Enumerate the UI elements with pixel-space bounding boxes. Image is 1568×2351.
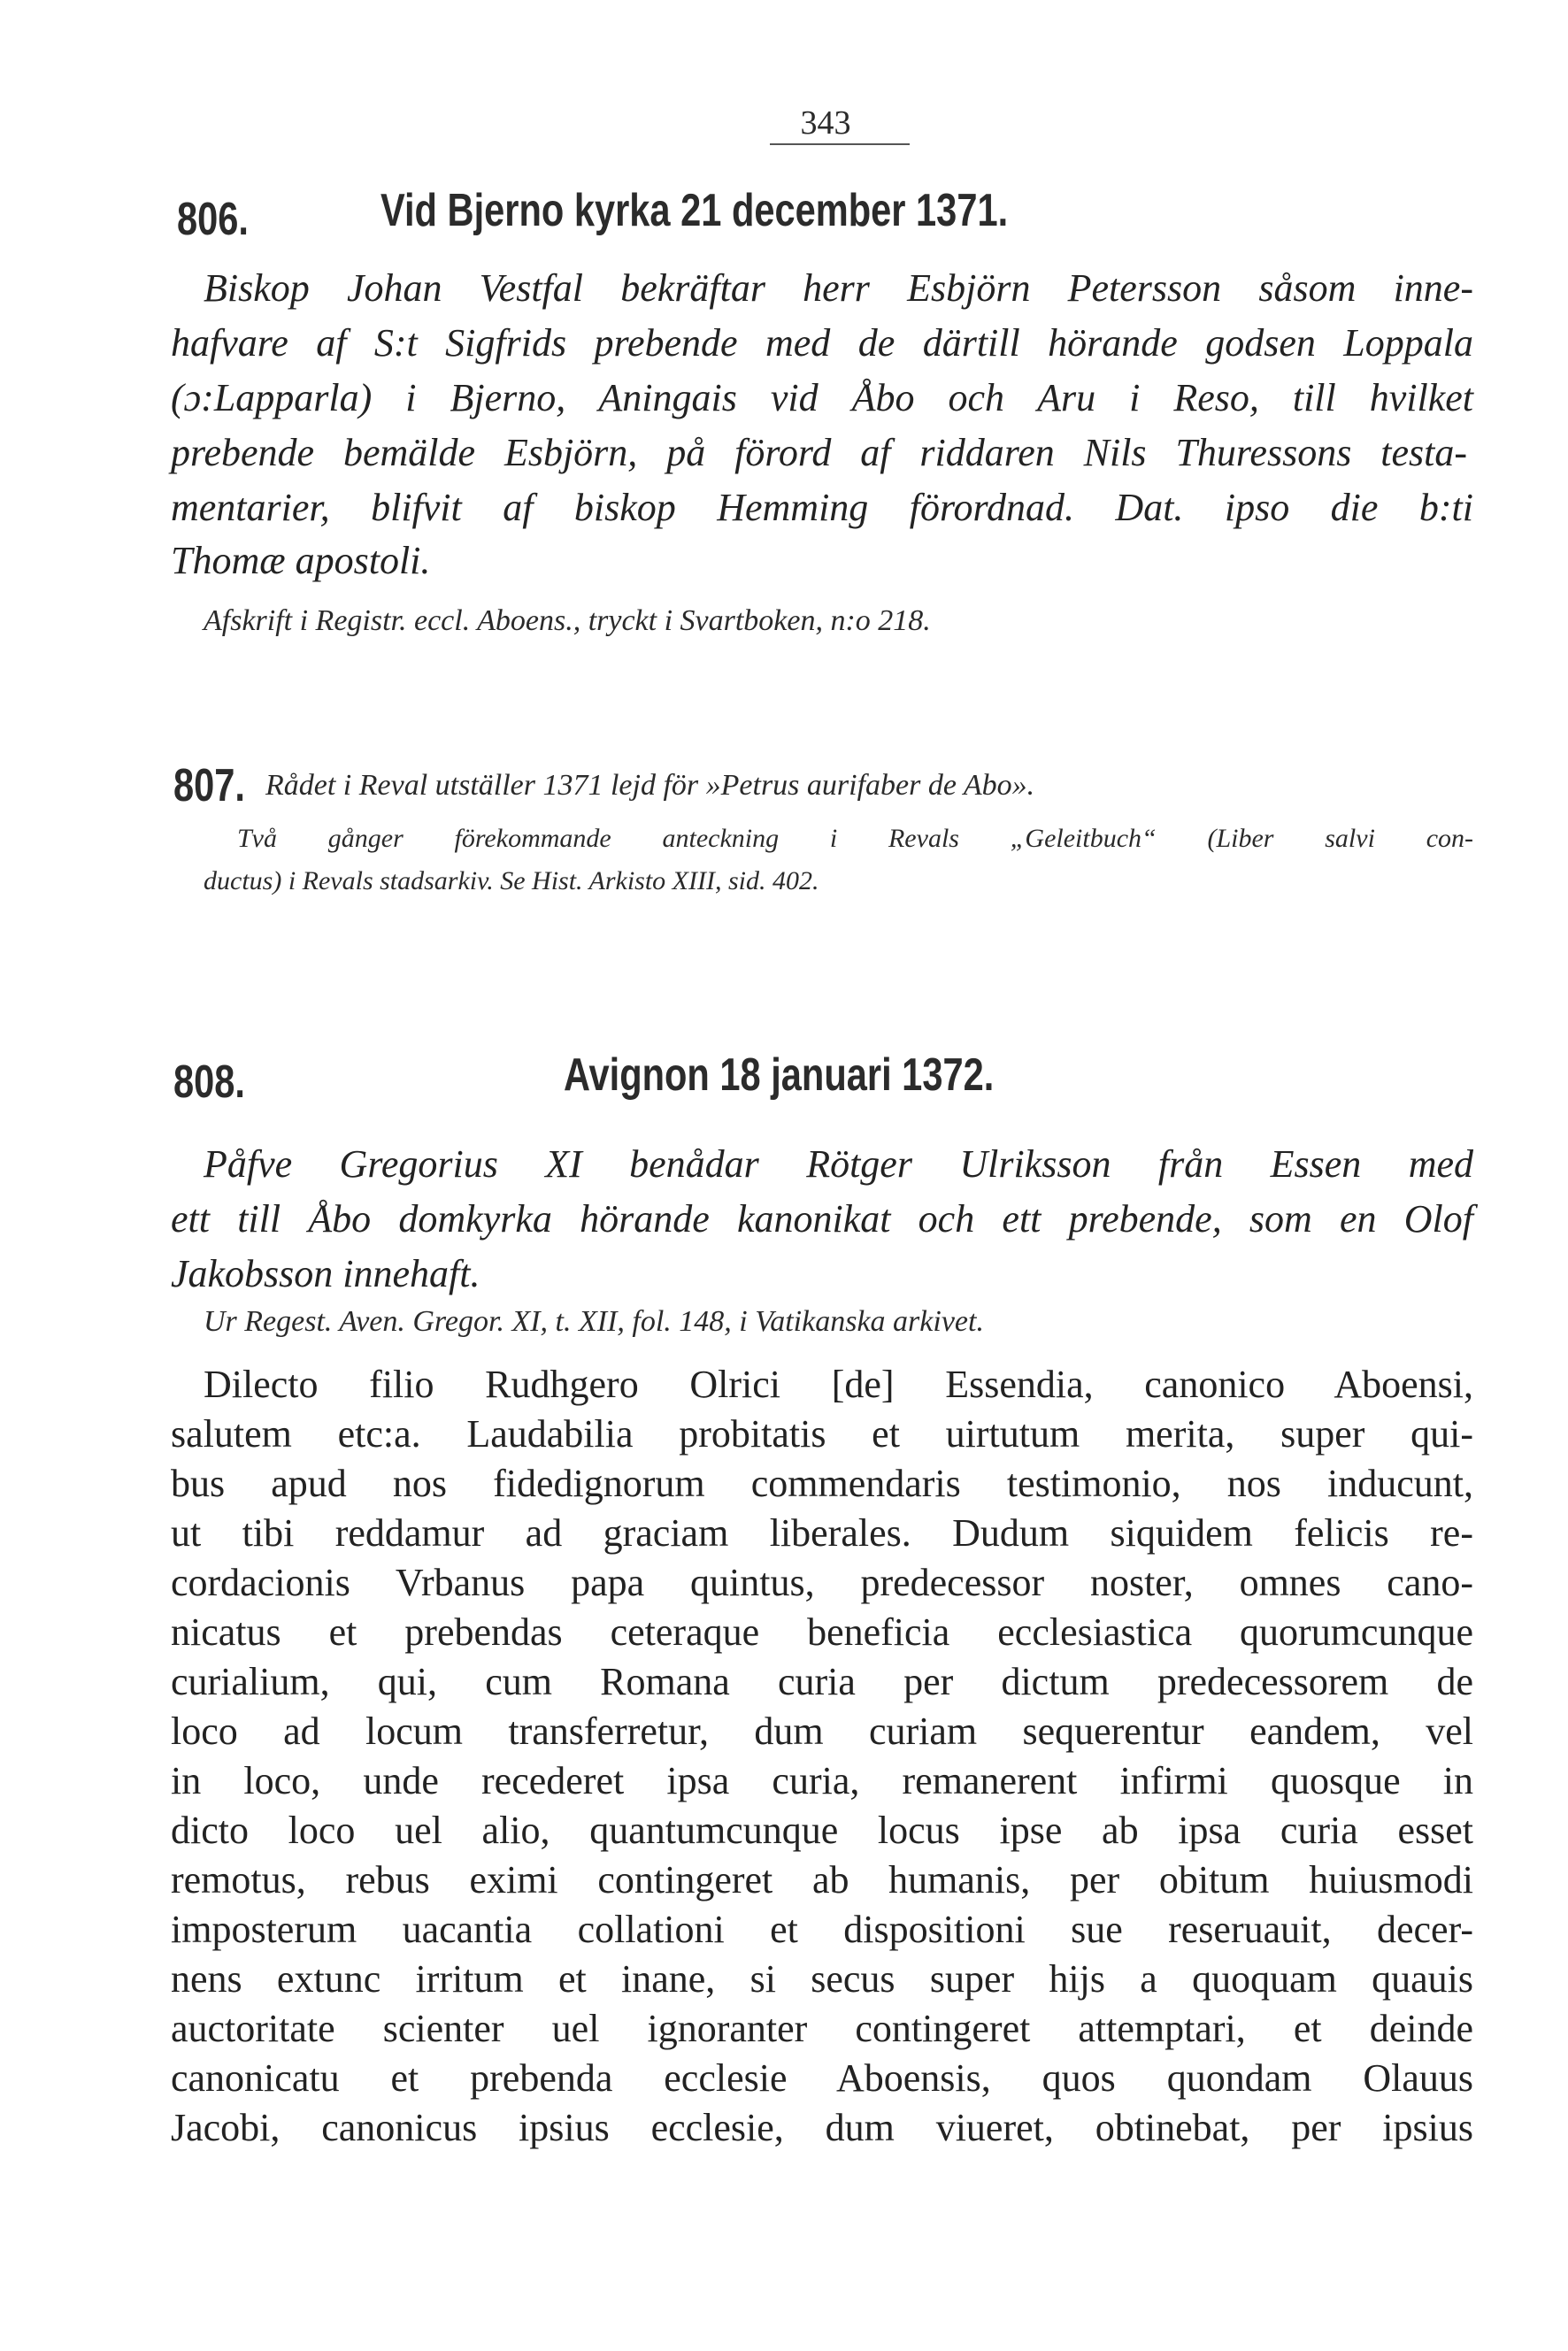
entry-806-summary-line: Biskop Johan Vestfal bekräftar herr Esbjörn Petersson såsom inne- — [204, 266, 1473, 310]
entry-808-title: Avignon 18 januari 1372. — [564, 1049, 995, 1101]
entry-808-source: Ur Regest. Aven. Gregor. XI, t. XII, fol. 148, i Vatikanska arkivet. — [204, 1305, 984, 1338]
entry-808-text-line: canonicatu et prebenda ecclesie Aboensis, quos quondam Olauus — [171, 2056, 1473, 2100]
entry-808-text-line: Dilecto filio Rudhgero Olrici [de] Essendia, canonico Aboensi, — [204, 1363, 1473, 1406]
entry-806-summary-line: mentarier, blifvit af biskop Hemming förordnad. Dat. ipso die b:ti — [171, 486, 1473, 529]
entry-807-title: Rådet i Reval utställer 1371 lejd för »Petrus aurifaber de Abo». — [265, 769, 1035, 802]
entry-808-text-line: dicto loco uel alio, quantumcunque locus ipse ab ipsa curia esset — [171, 1809, 1473, 1852]
entry-808-text-line: imposterum uacantia collationi et dispositioni sue reseruauit, decer- — [171, 1908, 1473, 1951]
entry-808-text-line: nens extunc irritum et inane, si secus super hijs a quoquam quauis — [171, 1957, 1473, 2001]
entry-806-summary-line: (ɔ:Lapparla) i Bjerno, Aningais vid Åbo och Aru i Reso, till hvilket — [171, 376, 1473, 419]
entry-806-summary-line: prebende bemälde Esbjörn, på förord af riddaren Nils Thuressons testa- — [171, 431, 1467, 474]
entry-808-text-line: salutem etc:a. Laudabilia probitatis et uirtutum merita, super qui- — [171, 1412, 1473, 1456]
entry-808-text-line: curialium, qui, cum Romana curia per dictum predecessorem de — [171, 1660, 1473, 1703]
entry-807-note-line: Två gånger förekommande anteckning i Revals „Geleitbuch“ (Liber salvi con- — [237, 824, 1473, 853]
entry-806-summary-line: Thomæ apostoli. — [171, 539, 431, 582]
entry-808-text-line: remotus, rebus eximi contingeret ab humanis, per obitum huiusmodi — [171, 1858, 1473, 1902]
entry-808-text-line: auctoritate scienter uel ignoranter contingeret attemptari, et deinde — [171, 2007, 1473, 2050]
page-number: 343 — [800, 104, 851, 142]
entry-806-summary-line: hafvare af S:t Sigfrids prebende med de därtill hörande godsen Loppala — [171, 321, 1473, 365]
entry-808-summary-line: ett till Åbo domkyrka hörande kanonikat och ett prebende, som en Olof — [171, 1197, 1473, 1241]
entry-808-text-line: in loco, unde recederet ipsa curia, remanerent infirmi quosque in — [171, 1759, 1473, 1802]
entry-806-source: Afskrift i Registr. eccl. Aboens., tryckt i Svartboken, n:o 218. — [204, 604, 931, 637]
entry-806-title: Vid Bjerno kyrka 21 december 1371. — [380, 185, 1009, 236]
entry-808-text-line: nicatus et prebendas ceteraque beneficia ecclesiastica quorumcunque — [171, 1610, 1473, 1654]
page-number-rule — [770, 143, 910, 145]
entry-807-note-line: ductus) i Revals stadsarkiv. Se Hist. Arkisto XIII, sid. 402. — [204, 866, 819, 895]
entry-808-text-line: ut tibi reddamur ad graciam liberales. Dudum siquidem felicis re- — [171, 1511, 1473, 1555]
entry-808-summary-line: Påfve Gregorius XI benådar Rötger Ulriksson från Essen med — [204, 1142, 1473, 1186]
entry-808-text-line: loco ad locum transferretur, dum curiam sequerentur eandem, vel — [171, 1709, 1473, 1753]
entry-808-text-line: bus apud nos fidedignorum commendaris testimonio, nos inducunt, — [171, 1462, 1473, 1505]
entry-808-summary-line: Jakobsson innehaft. — [171, 1252, 480, 1295]
entry-807-number: 807. — [173, 760, 245, 811]
entry-808-text-line: Jacobi, canonicus ipsius ecclesie, dum viueret, obtinebat, per ipsius — [171, 2106, 1473, 2149]
entry-806-number: 806. — [177, 194, 249, 245]
entry-808-number: 808. — [173, 1056, 245, 1108]
entry-808-text-line: cordacionis Vrbanus papa quintus, predecessor noster, omnes cano- — [171, 1561, 1473, 1604]
